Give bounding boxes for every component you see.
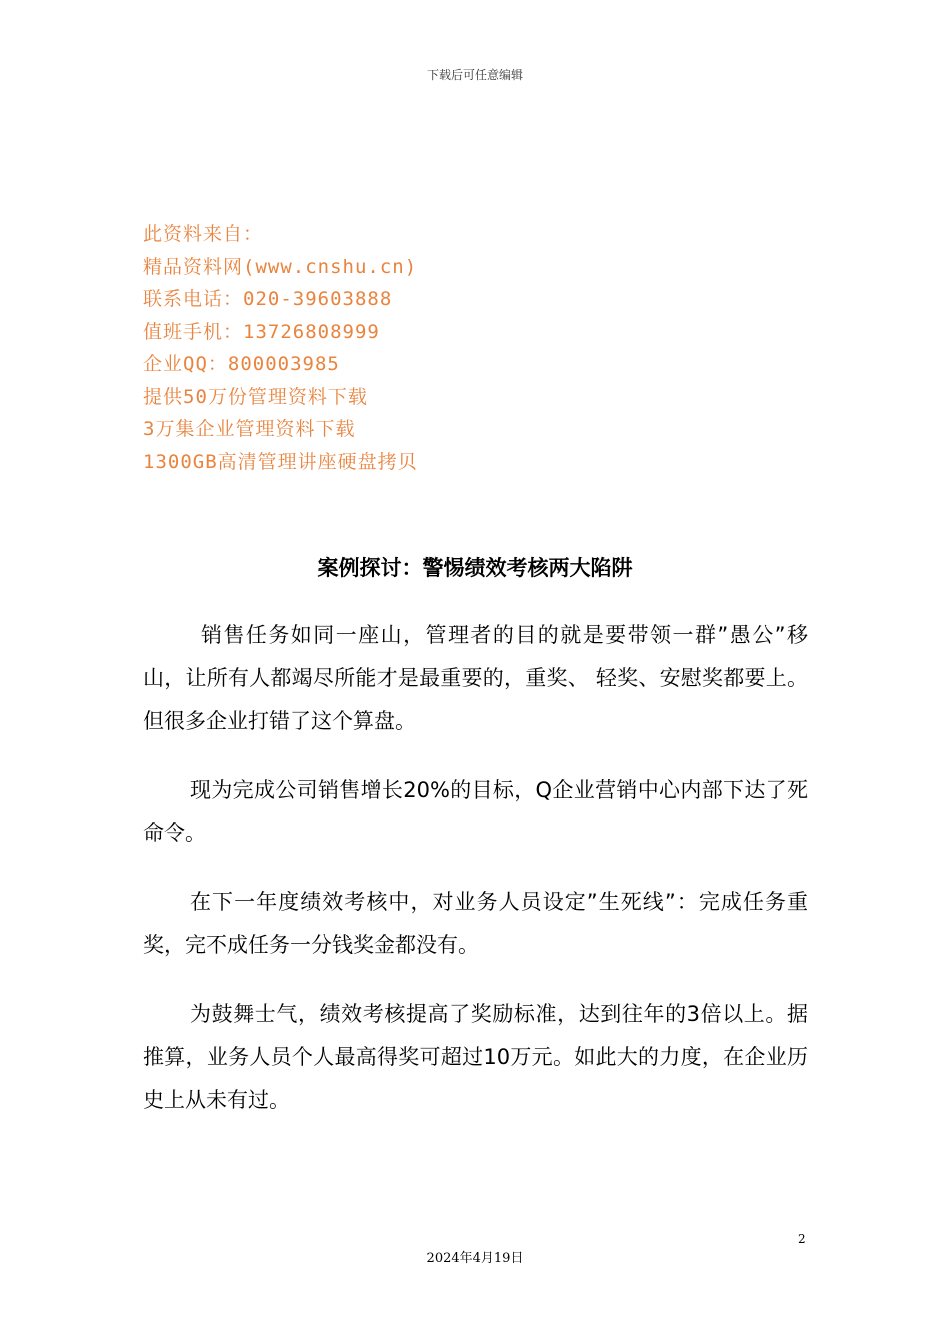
paragraph-2: 现为完成公司销售增长20%的目标，Q企业营销中心内部下达了死命令。 [143, 778, 808, 845]
paragraph-3: 在下一年度绩效考核中，对业务人员设定”生死线”：完成任务重奖，完不成任务一分钱奖金都没有。 [143, 890, 808, 957]
promo-line-offer-docs: 提供50万份管理资料下载 [143, 385, 368, 408]
footer-date: 2024年4月19日 [426, 1251, 524, 1266]
promo-line-source: 此资料来自： [143, 223, 264, 245]
promo-line-phone: 联系电话：020-39603888 [143, 288, 393, 310]
promo-line-offer-disk: 1300GB高清管理讲座硬盘拷贝 [143, 450, 418, 473]
promo-line-offer-videos: 3万集企业管理资料下载 [143, 418, 356, 440]
article-body [143, 614, 808, 1148]
promo-block [143, 218, 663, 478]
paragraph-4: 为鼓舞士气，绩效考核提高了奖励标准，达到往年的3倍以上。据推算，业务人员个人最高得奖可超过10万元。如此大的力度，在企业历史上从未有过。 [143, 1002, 808, 1112]
promo-line-website: 精品资料网(www.cnshu.cn) [143, 255, 418, 278]
promo-line-mobile: 值班手机：13726808999 [143, 320, 380, 343]
paragraph-1: 销售任务如同一座山，管理者的目的就是要带领一群”愚公”移山，让所有人都竭尽所能才是最重要的，重奖、 轻奖、安慰奖都要上。但很多企业打错了这个算盘。 [143, 623, 808, 733]
page-number: 2 [798, 1232, 806, 1246]
promo-line-qq: 企业QQ：800003985 [143, 353, 340, 375]
article-title: 案例探讨：警惕绩效考核两大陷阱 [317, 556, 633, 580]
page-header: 下载后可任意编辑 [426, 68, 523, 82]
